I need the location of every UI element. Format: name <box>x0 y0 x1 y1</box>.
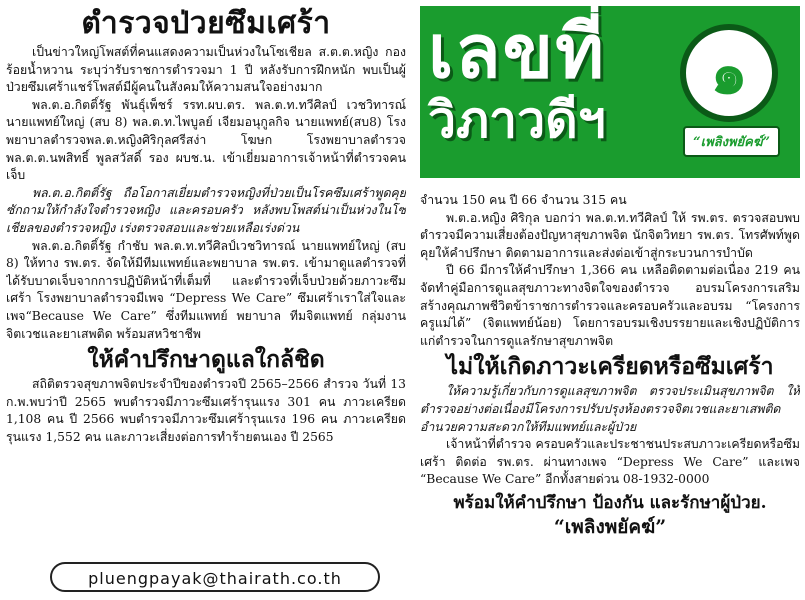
masthead-subtitle: วิภาวดีฯ <box>428 91 606 149</box>
author-signature: “เพลิงพยัคฆ์” <box>553 515 667 538</box>
article-paragraph: เจ้าหน้าที่ตำรวจ ครอบครัวและประชาชนประสบภาวะเครียดหรือซึมเศร้า ติดต่อ รพ.ตร. ผ่านทางเพจ “Depress We Care” และเพจ “Because We Care” อีกทั้งสายด่วน 08-1932-0000 <box>420 437 800 487</box>
section-heading: ให้คำปรึกษาดูแลใกล้ชิด <box>87 346 325 374</box>
article-title: ตำรวจป่วยซึมเศร้า <box>81 6 331 41</box>
article-paragraph: พ.ต.อ.หญิง ศิริกุล บอกว่า พล.ต.ท.ทวีศิลป์ ให้ รพ.ตร. ตรวจสอบพบตำรวจมีความเสี่ยงต้องปัญหาสุขภาพจิต นักจิตวิทยา รพ.ตร. โทรศัพท์พูดคุยให้คำปรึกษา ติดตามอาการและส่งต่อเข้าสู่กระบวนการบำบัด <box>420 210 800 260</box>
article-paragraph: พล.ต.อ.กิตติ์รัฐ ถือโอกาสเยี่ยมตำรวจหญิงที่ป่วยเป็นโรคซึมเศร้าพูดคุยซักถามให้กำลังใจตำรวจหญิง และครอบครัว หลังพบโพสต์น่าเป็นห่วงในโซเชียลของตำรวจหญิง เร่งตรวจสอบและช่วยเหลือเร่งด่วน <box>6 185 406 235</box>
article-paragraph: จำนวน 150 คน ปี 66 จำนวน 315 คน <box>420 193 627 207</box>
column-masthead-logo <box>420 6 800 178</box>
section-heading: ไม่ให้เกิดภาวะเครียดหรือซึมเศร้า <box>446 353 774 381</box>
closing-line: พร้อมให้คำปรึกษา ป้องกัน และรักษาผู้ป่วย. <box>453 492 767 513</box>
article-paragraph: ให้ความรู้เกี่ยวกับการดูแลสุขภาพจิต ตรวจประเมินสุขภาพจิต ให้ตำรวจอย่างต่อเนื่องมีโครงการปรับปรุงห้องตรวจจิตเวชและยาเสพติดอำนวยความสะดวกให้ทีมแพทย์และผู้ป่วย <box>420 384 800 434</box>
author-email: pluengpayak@thairath.co.th <box>50 562 380 592</box>
article-left-column <box>6 6 406 554</box>
article-paragraph: สถิติตรวจสุขภาพจิตประจำปีของตำรวจปี 2565–2566 สำรวจ วันที่ 13 ก.พ.พบว่าปี 2565 พบตำรวจมีภาวะซึมเศร้ารุนแรง 301 คน ภาวะเครียด 1,108 คน ปี 2566 พบตำรวจมีภาวะซึมเศร้ารุนแรง 196 คน ภาวะเครียดรุนแรง 1,552 คน และภาวะเสี่ยงต่อการทำร้ายตนเอง ปี 2565 <box>6 377 406 444</box>
masthead-number-badge <box>680 24 778 122</box>
masthead-author-tag: “เพลิงพยัคฆ์” <box>683 126 780 157</box>
article-right-column <box>420 192 800 592</box>
article-paragraph: ปี 66 มีการให้คำปรึกษา 1,366 คน เหลือติดตามต่อเนื่อง 219 คน จัดทำคู่มือการดูแลสุขภาวะทางจิตใจของตำรวจ อบรมโครงการเสริมสร้างคุณภาพชีวิตข้าราชการตำรวจและครอบครัวและอบรม “โครงการครูแม่ได้” (จิตแพทย์น้อย) โดยการอบรมเชิงบรรยายและเชิงปฏิบัติการ แก่ตำรวจในการดูแลรักษาสุขภาพจิต <box>420 263 800 348</box>
article-paragraph: พล.ต.อ.กิตติ์รัฐ กำชับ พล.ต.ท.ทวีศิลป์เวชวิทารณ์ นายแพทย์ใหญ่ (สบ 8) ให้ทาง รพ.ตร. จัดให้มีทีมแพทย์และพยาบาล รพ.ตร. เข้ามาดูแลตำรวจที่ได้รับบาดเจ็บจากการปฏิบัติหน้าที่เต็มที่ และตำรวจที่เจ็บป่วยด้วยภาวะซึมเศร้า โรงพยาบาลตำรวจมีเพจ “Depress We Care” ซึมเศร้าเราใส่ใจและเพจ“Because We Care” ซึ่งทีมแพทย์ พยาบาล ทีมจิตแพทย์ กลุ่มงานจิตเวชและยาเสพติด พร้อมสหวิชาชีพ <box>6 238 406 341</box>
masthead-number: ๑ <box>710 39 748 107</box>
article-paragraph: เป็นข่าวใหญ่โพสต์ที่คนแสดงความเป็นห่วงในโซเชียล ส.ต.ต.หญิง กองร้อยน้ำหวาน ระบุว่ารับราชการตำรวจมา 1 ปี หลังรับการฝึกหนัก พบเป็นผู้ป่วยซึมเศร้าแชร์โพสต์มีผู้คนในสังคมให้ความสนใจอย่างมาก <box>6 45 406 95</box>
masthead-title: เลขที่ <box>428 9 607 95</box>
article-paragraph: พล.ต.อ.กิตติ์รัฐ พันธุ์เพ็ชร์ รรท.ผบ.ตร. พล.ต.ท.ทวีศิลป์ เวชวิทารณ์ นายแพทย์ใหญ่ (สบ 8) พล.ต.ท.ไพบูลย์ เจียมอนุกูลกิจ นายแพทย์(สบ8) โรงพยาบาลตำรวจพล.ต.หญิงศิริกุลศรีสง่า โฆษก โรงพยาบาลตำรวจ พล.ต.ต.นพสิทธิ์ พูลสวัสดิ์ รอง ผบช.น. เข้าเยี่ยมอาการเจ้าหน้าที่ตำรวจคนเจ็บ <box>6 97 406 183</box>
